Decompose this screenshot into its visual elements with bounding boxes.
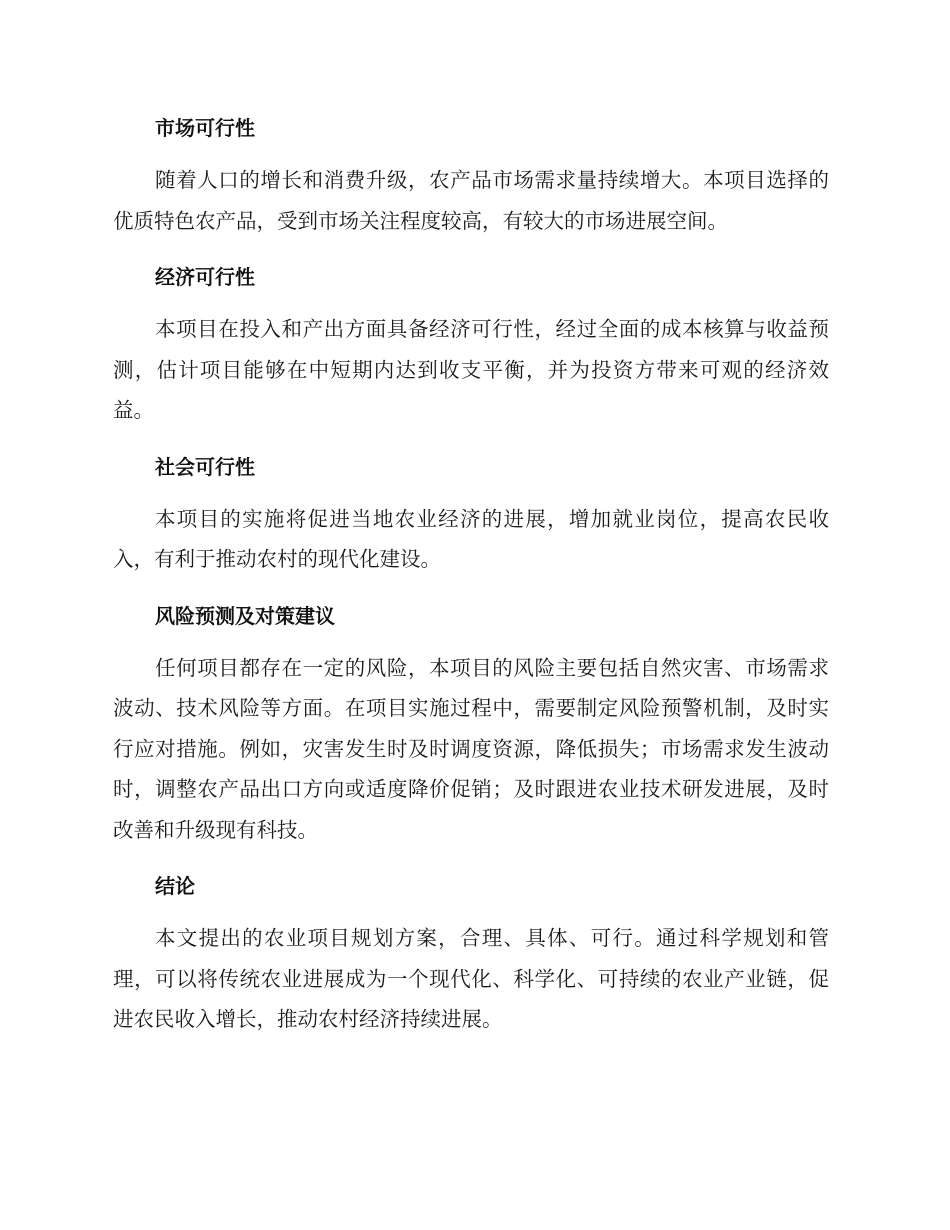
- section-body: 本项目在投入和产出方面具备经济可行性，经过全面的成本核算与收益预测，估计项目能够在中短期内达到收支平衡，并为投资方带来可观的经济效益。: [113, 317, 829, 422]
- section-heading: 经济可行性: [155, 265, 255, 289]
- section-heading: 风险预测及对策建议: [155, 603, 335, 628]
- section-heading: 市场可行性: [155, 116, 255, 140]
- section-risk-prediction: [113, 596, 829, 851]
- section-body: 任何项目都存在一定的风险，本项目的风险主要包括自然灾害、市场需求波动、技术风险等方面。在项目实施过程中，需要制定风险预警机制，及时实行应对措施。例如，灾害发生时及时调度资源，降低损失；市场需求发生波动时，调整农产品出口方向或适度降价促销；及时跟进农业技术研发进展，及时改善和升级现有科技。: [113, 655, 829, 842]
- section-heading: 社会可行性: [155, 454, 255, 479]
- document-page: [113, 108, 829, 1056]
- section-market-feasibility: [113, 108, 829, 241]
- section-conclusion: [113, 866, 829, 1040]
- section-social-feasibility: [113, 447, 829, 580]
- section-body: 随着人口的增长和消费升级，农产品市场需求量持续增大。本项目选择的优质特色农产品，受到市场关注程度较高，有较大的市场进展空间。: [113, 168, 829, 233]
- section-body: 本项目的实施将促进当地农业经济的进展，增加就业岗位，提高农民收入，有利于推动农村的现代化建设。: [113, 506, 829, 571]
- section-body: 本文提出的农业项目规划方案，合理、具体、可行。通过科学规划和管理，可以将传统农业进展成为一个现代化、科学化、可持续的农业产业链，促进农民收入增长，推动农村经济持续进展。: [113, 926, 829, 1031]
- section-heading: 结论: [155, 874, 195, 898]
- section-economic-feasibility: [113, 257, 829, 431]
